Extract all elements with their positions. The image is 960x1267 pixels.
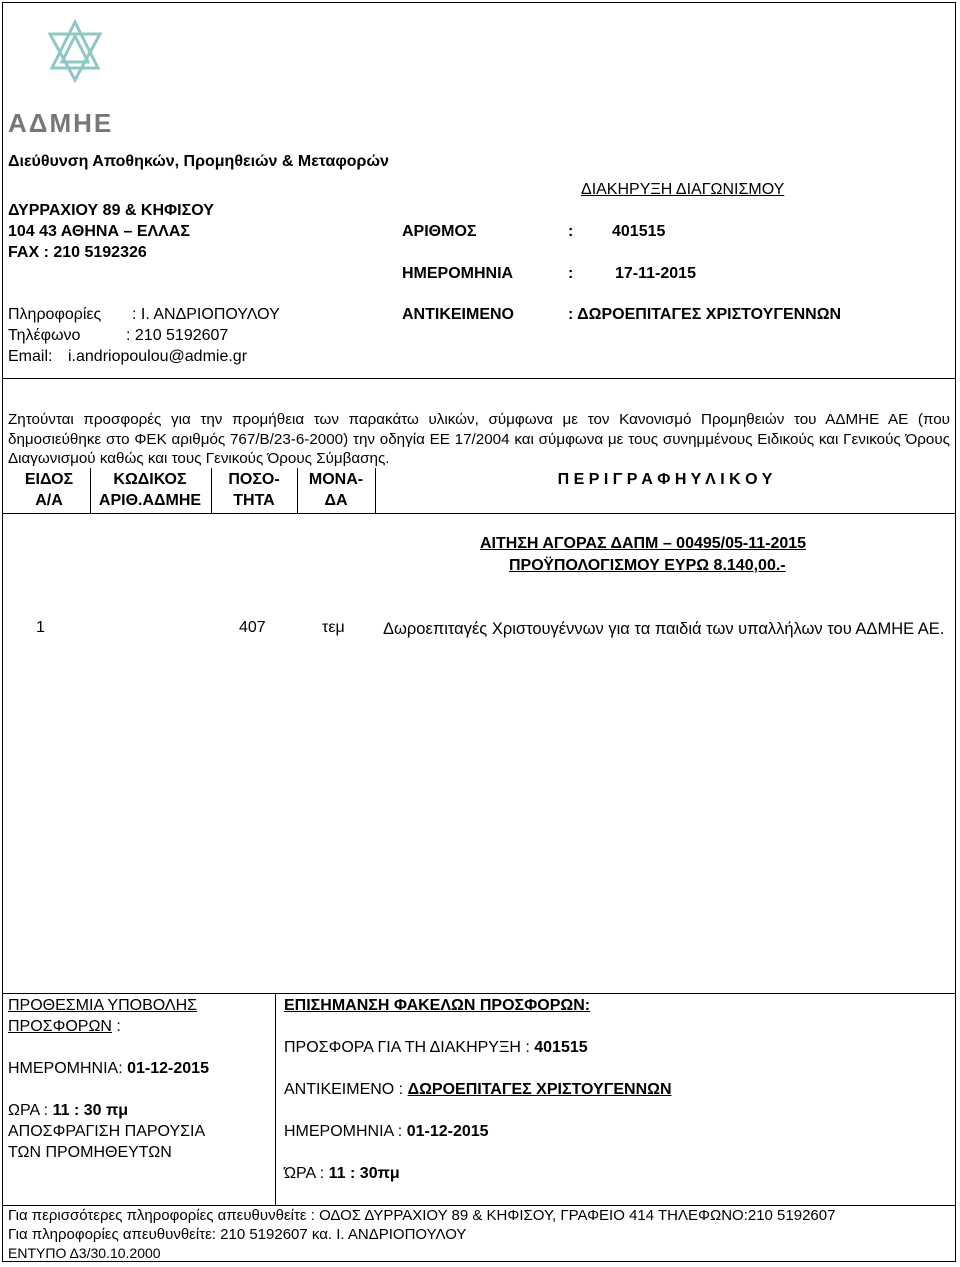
email-value[interactable]: i.andriopoulou@admie.gr	[68, 348, 248, 365]
department-name: Διεύθυνση Αποθηκών, Προμηθειών & Μεταφορών	[8, 153, 389, 170]
envelope-title: ΕΠΙΣΗΜΑΝΣΗ ΦΑΚΕΛΩΝ ΠΡΟΣΦΟΡΩΝ:	[284, 997, 591, 1014]
date-label: ΗΜΕΡΟΜΗΝΙΑ	[402, 265, 514, 282]
envelope-subject: ΑΝΤΙΚΕΙΜΕΝΟ : ΔΩΡΟΕΠΙΤΑΓΕΣ ΧΡΙΣΤΟΥΓΕΝΝΩΝ	[284, 1081, 672, 1098]
subject-label: ΑΝΤΙΚΕΙΜΕΝΟ	[402, 306, 514, 323]
col-divider-1	[90, 468, 91, 513]
header-code-1: ΚΩΔΙΚΟΣ	[113, 471, 187, 488]
footer-separator	[2, 1205, 956, 1206]
deadline-title-1: ΠΡΟΘΕΣΜΙΑ ΥΠΟΒΟΛΗΣ	[8, 997, 198, 1014]
envelope-time: ΏΡΑ : 11 : 30πμ	[284, 1165, 400, 1182]
subject-value: : ΔΩΡΟΕΠΙΤΑΓΕΣ ΧΡΙΣΤΟΥΓΕΝΝΩΝ	[568, 306, 842, 323]
table-header-bottom	[2, 513, 956, 514]
row-quantity: 407	[239, 619, 266, 636]
phone-value: : 210 5192607	[126, 327, 229, 344]
body-bottom-separator	[2, 993, 956, 994]
header-description: Π Ε Ρ Ι Γ Ρ Α Φ Η Υ Λ Ι Κ Ο Υ	[557, 471, 773, 488]
envelope-date: ΗΜΕΡΟΜΗΝΙΑ : 01-12-2015	[284, 1123, 489, 1140]
logo-wordmark: ΑΔΜΗΕ	[8, 108, 114, 138]
header-code-2: ΑΡΙΘ.ΑΔΜΗΕ	[98, 492, 202, 509]
deadline-title-2: ΠΡΟΣΦΟΡΩΝ :	[8, 1018, 121, 1035]
admie-logo	[30, 18, 120, 99]
announcement-title: ΔΙΑΚΗΡΥΞΗ ΔΙΑΓΩΝΙΣΜΟΥ	[581, 181, 785, 198]
row-aa: 1	[36, 619, 45, 636]
number-value: 401515	[612, 223, 666, 240]
row-description: Δωροεπιταγές Χριστουγέννων για τα παιδιά των υπαλλήλων του ΑΔΜΗΕ ΑΕ.	[383, 620, 945, 638]
header-qty-1: ΠΟΣΟ-	[228, 471, 280, 488]
info-label: Πληροφορίες	[8, 306, 102, 323]
footer-line-1: Για περισσότερες πληροφορίες απευθυνθείτε : ΟΔΟΣ ΔΥΡΡΑΧΙΟΥ 89 & ΚΗΦΙΣΟΥ, ΓΡΑΦΕΙΟ 414 ΤΗΛΕΦΩΝΟ:210 5192607	[8, 1207, 836, 1224]
row-unit: τεμ	[322, 619, 345, 636]
envelope-offer: ΠΡΟΣΦΟΡΑ ΓΙΑ ΤΗ ΔΙΑΚΗΡΥΞΗ : 401515	[284, 1039, 588, 1056]
number-sep: :	[568, 223, 574, 240]
deadline-opening-1: ΑΠΟΣΦΡΑΓΙΣΗ ΠΑΡΟΥΣΙΑ	[8, 1123, 206, 1140]
header-item-1: ΕΙΔΟΣ	[24, 471, 74, 488]
deadline-time: ΩΡΑ : 11 : 30 πμ	[8, 1102, 128, 1119]
bottom-box-divider	[275, 993, 276, 1205]
date-value: 17-11-2015	[615, 265, 696, 282]
number-label: ΑΡΙΘΜΟΣ	[402, 223, 477, 240]
sender-street: ΔΥΡΡΑΧΙΟΥ 89 & ΚΗΦΙΣΟΥ	[8, 202, 214, 219]
date-sep: :	[568, 265, 574, 282]
budget-line: ΠΡΟΫΠΟΛΟΓΙΣΜΟΥ ΕΥΡΩ 8.140,00.-	[509, 557, 786, 574]
header-item-2: Α/Α	[35, 492, 63, 509]
header-qty-2: ΤΗΤΑ	[233, 492, 275, 509]
deadline-date: ΗΜΕΡΟΜΗΝΙΑ: 01-12-2015	[8, 1060, 209, 1077]
deadline-opening-2: ΤΩΝ ΠΡΟΜΗΘΕΥΤΩΝ	[8, 1144, 172, 1161]
admie-logo-icon	[30, 18, 120, 94]
footer-line-3: ΕΝΤΥΠΟ Δ3/30.10.2000	[8, 1245, 161, 1261]
col-divider-3	[297, 468, 298, 513]
header-unit-1: ΜΟΝΑ-	[308, 471, 364, 488]
sender-fax: FAX : 210 5192326	[8, 244, 147, 261]
col-divider-2	[211, 468, 212, 513]
col-divider-4	[375, 468, 376, 513]
header-unit-2: ΔΑ	[324, 492, 348, 509]
sender-city: 104 43 ΑΘΗΝΑ – ΕΛΛΑΣ	[8, 223, 190, 240]
email-label: Email:	[8, 348, 53, 365]
footer-line-2: Για πληροφορίες απευθυνθείτε: 210 5192607 κα. Ι. ΑΝΔΡΙΟΠΟΥΛΟΥ	[8, 1226, 467, 1243]
phone-label: Τηλέφωνο	[8, 327, 81, 344]
request-line: ΑΙΤΗΣΗ ΑΓΟΡΑΣ ΔΑΠΜ – 00495/05-11-2015	[480, 535, 807, 552]
info-value: : Ι. ΑΝΔΡΙΟΠΟΥΛΟΥ	[132, 306, 280, 323]
header-separator	[2, 378, 956, 379]
intro-paragraph: Ζητούνται προσφορές για την προμήθεια των παρακάτω υλικών, σύμφωνα με τον Κανονισμό Προμηθειών του ΑΔΜΗΕ ΑΕ (που δημοσιεύθηκε στο ΦΕΚ αριθμός 767/Β/23-6-2000) την οδηγία ΕΕ 17/2004 και σύμφωνα με τους συνημμένους Ειδικούς και Γενικούς Όρους Διαγωνισμού καθώς και τους Γενικούς Όρους Σύμβασης.	[8, 411, 950, 467]
